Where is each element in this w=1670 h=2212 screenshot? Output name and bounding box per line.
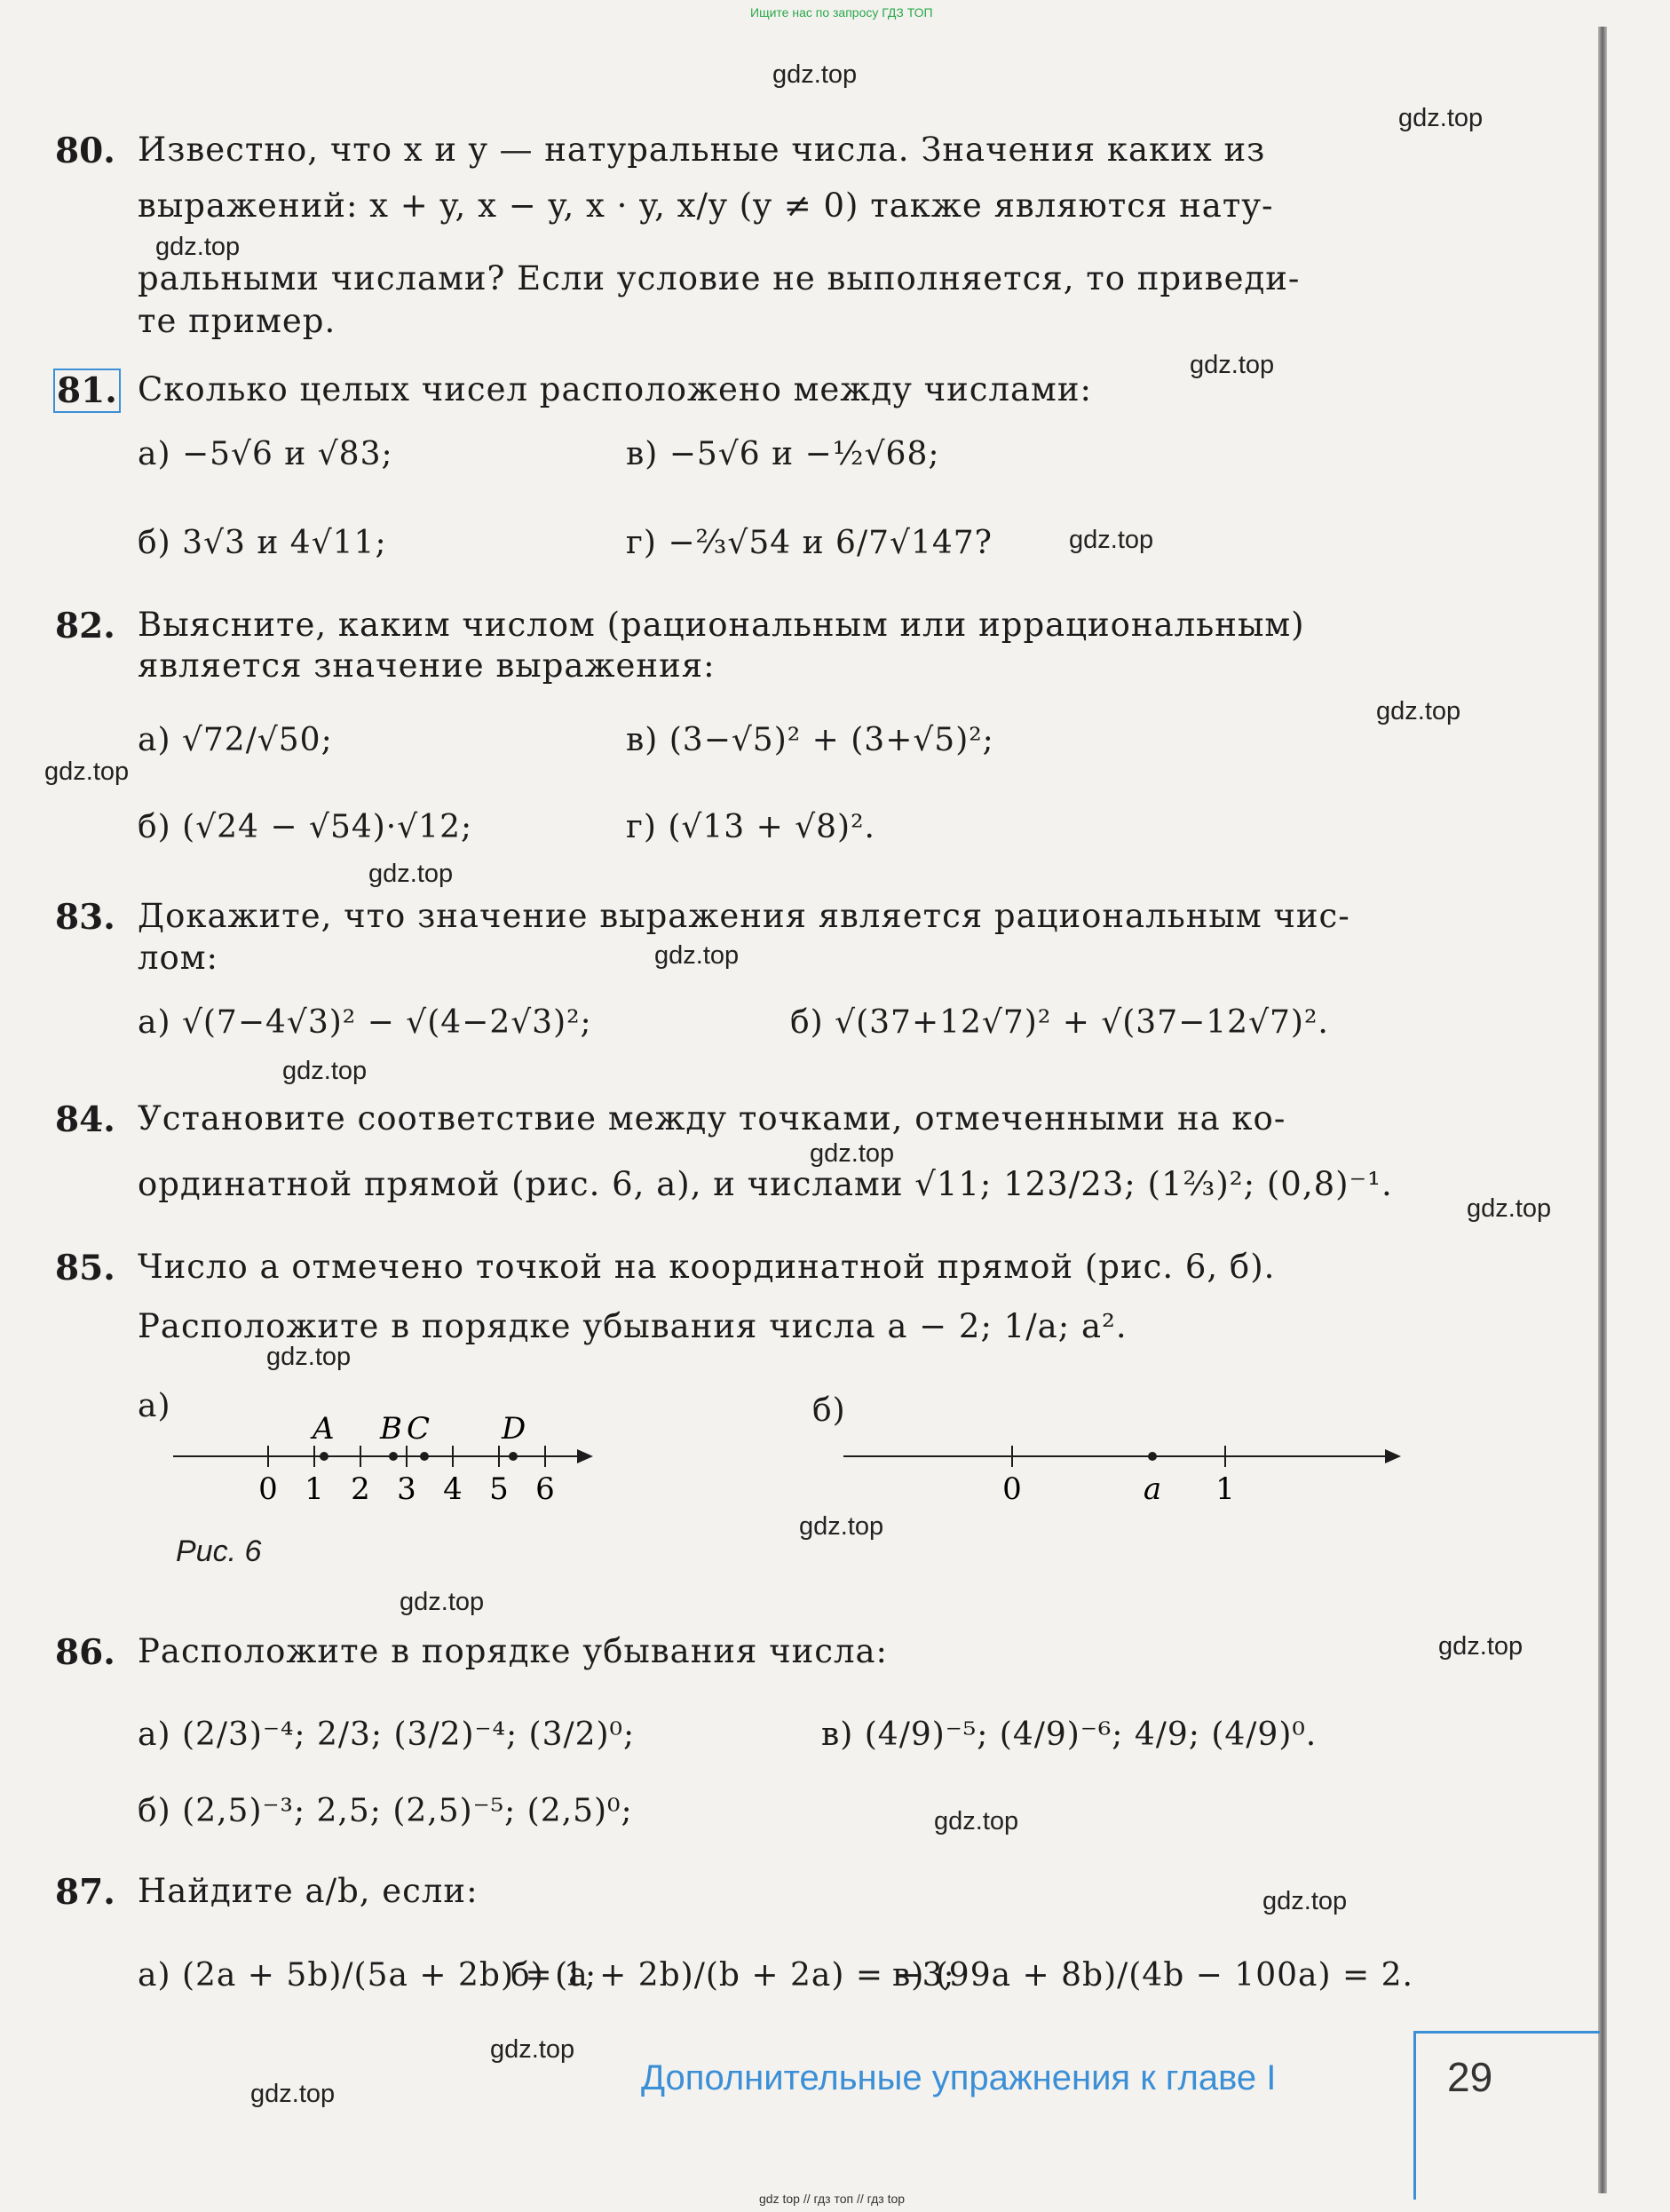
- watermark: gdz.top: [155, 233, 241, 261]
- watermark: gdz.top: [282, 1057, 368, 1085]
- problem-text: выражений: x + y, x − y, x · y, x/y (y ≠ 0) также являются нату-: [138, 186, 1274, 225]
- problem-number: 82.: [55, 606, 115, 646]
- point-label: B: [380, 1411, 402, 1447]
- point-label: A: [313, 1411, 335, 1447]
- tick-label: 3: [397, 1471, 416, 1507]
- option-b: б) (2,5)⁻³; 2,5; (2,5)⁻⁵; (2,5)⁰;: [138, 1793, 633, 1829]
- watermark: gdz.top: [1467, 1194, 1552, 1223]
- header-note: Ищите нас по запросу ГДЗ ТОП: [750, 5, 933, 20]
- watermark: gdz.top: [772, 60, 858, 89]
- tick-label: 0: [1002, 1471, 1022, 1507]
- problem-number: 85.: [55, 1248, 115, 1288]
- point-D: [509, 1452, 518, 1461]
- option-g: г) (√13 + √8)².: [626, 809, 875, 845]
- problem-text: Докажите, что значение выражения является рациональным чис-: [138, 897, 1350, 935]
- tick-label: 2: [351, 1471, 370, 1507]
- problem-number: 84.: [55, 1099, 115, 1140]
- option-a: а) √(7−4√3)² − √(4−2√3)²;: [138, 1004, 592, 1041]
- problem-number: 80.: [55, 131, 115, 171]
- watermark: gdz.top: [810, 1139, 895, 1168]
- tick-label: 1: [1215, 1471, 1235, 1507]
- option-b: б) (a + 2b)/(b + 2a) = −3;: [510, 1957, 955, 1994]
- figure-b-label: б): [812, 1392, 846, 1429]
- problem-text: ординатной прямой (рис. 6, а), и числами √11; 123/23; (1⅔)²; (0,8)⁻¹.: [138, 1165, 1393, 1203]
- watermark: gdz.top: [400, 1588, 485, 1616]
- option-v: в) (3−√5)² + (3+√5)²;: [626, 722, 994, 758]
- option-v: в) −5√6 и −½√68;: [626, 436, 940, 472]
- arrow-b: [1385, 1449, 1401, 1463]
- watermark: gdz.top: [1190, 351, 1275, 379]
- watermark: gdz.top: [1376, 697, 1461, 725]
- bottom-note: gdz top // гдз топ // гдз top: [759, 2192, 906, 2206]
- arrow-a: [577, 1449, 593, 1463]
- problem-text: Установите соответствие между точками, отмеченными на ко-: [138, 1099, 1286, 1138]
- point-C: [420, 1452, 429, 1461]
- option-a: а) √72/√50;: [138, 722, 333, 758]
- tick-label: 5: [489, 1471, 509, 1507]
- point-label: D: [502, 1411, 526, 1447]
- option-b: б) 3√3 и 4√11;: [138, 525, 387, 561]
- watermark: gdz.top: [934, 1807, 1019, 1835]
- option-b: б) (√24 − √54)·√12;: [138, 809, 473, 845]
- watermark: gdz.top: [266, 1343, 352, 1371]
- footer-vrule: [1413, 2031, 1416, 2200]
- tick-label: 1: [305, 1471, 324, 1507]
- problem-text: Расположите в порядке убывания числа:: [138, 1632, 889, 1670]
- problem-text: лом:: [138, 939, 219, 977]
- point-B: [389, 1452, 398, 1461]
- option-g: г) −⅔√54 и 6/7√147?: [626, 525, 993, 561]
- watermark: gdz.top: [1438, 1632, 1524, 1661]
- problem-text: Сколько целых чисел расположено между числами:: [138, 370, 1092, 408]
- figure-6: [160, 1403, 1421, 1518]
- option-v: в) (99a + 8b)/(4b − 100a) = 2.: [892, 1957, 1413, 1994]
- tick-label: 0: [258, 1471, 278, 1507]
- problem-text: Число a отмечено точкой на координатной прямой (рис. 6, б).: [138, 1248, 1276, 1286]
- watermark: gdz.top: [654, 941, 740, 970]
- option-b: б) √(37+12√7)² + √(37−12√7)².: [790, 1004, 1329, 1041]
- footer-title: Дополнительные упражнения к главе I: [641, 2058, 1277, 2097]
- problem-number: 86.: [55, 1632, 115, 1673]
- problem-number: 81.: [53, 369, 121, 413]
- point-a: [1148, 1452, 1157, 1461]
- point-A: [320, 1452, 328, 1461]
- problem-number: 83.: [55, 897, 115, 938]
- problem-text: Расположите в порядке убывания числа a − 2; 1/a; a².: [138, 1307, 1128, 1345]
- page-number: 29: [1447, 2054, 1493, 2100]
- figure-a-label: а): [138, 1388, 171, 1424]
- watermark: gdz.top: [44, 757, 130, 786]
- option-a: а) (2a + 5b)/(5a + 2b) = 1;: [138, 1957, 598, 1994]
- point-label: a: [1143, 1471, 1162, 1507]
- watermark: gdz.top: [250, 2080, 336, 2108]
- watermark: gdz.top: [368, 860, 454, 888]
- option-a: а) −5√6 и √83;: [138, 436, 393, 472]
- tick-label: 4: [443, 1471, 463, 1507]
- footer-rule: [1413, 2031, 1600, 2034]
- problem-text: Известно, что x и y — натуральные числа. Значения каких из: [138, 131, 1266, 169]
- option-a: а) (2/3)⁻⁴; 2/3; (3/2)⁻⁴; (3/2)⁰;: [138, 1716, 636, 1753]
- problem-text: ральными числами? Если условие не выполняется, то приведи-: [138, 259, 1301, 297]
- problem-text: Выясните, каким числом (рациональным или иррациональным): [138, 606, 1305, 644]
- figure-caption: Рис. 6: [176, 1534, 262, 1568]
- tick-label: 6: [535, 1471, 555, 1507]
- problem-number: 87.: [55, 1872, 115, 1913]
- problem-text: Найдите a/b, если:: [138, 1872, 479, 1910]
- watermark: gdz.top: [799, 1512, 884, 1541]
- option-v: в) (4/9)⁻⁵; (4/9)⁻⁶; 4/9; (4/9)⁰.: [821, 1716, 1318, 1753]
- watermark: gdz.top: [1069, 526, 1154, 554]
- problem-text: является значение выражения:: [138, 646, 716, 685]
- point-label: C: [407, 1411, 431, 1447]
- watermark: gdz.top: [1398, 104, 1484, 132]
- problem-text: те пример.: [138, 302, 336, 340]
- page-edge: [1598, 27, 1607, 2193]
- watermark: gdz.top: [490, 2035, 575, 2064]
- watermark: gdz.top: [1262, 1887, 1348, 1915]
